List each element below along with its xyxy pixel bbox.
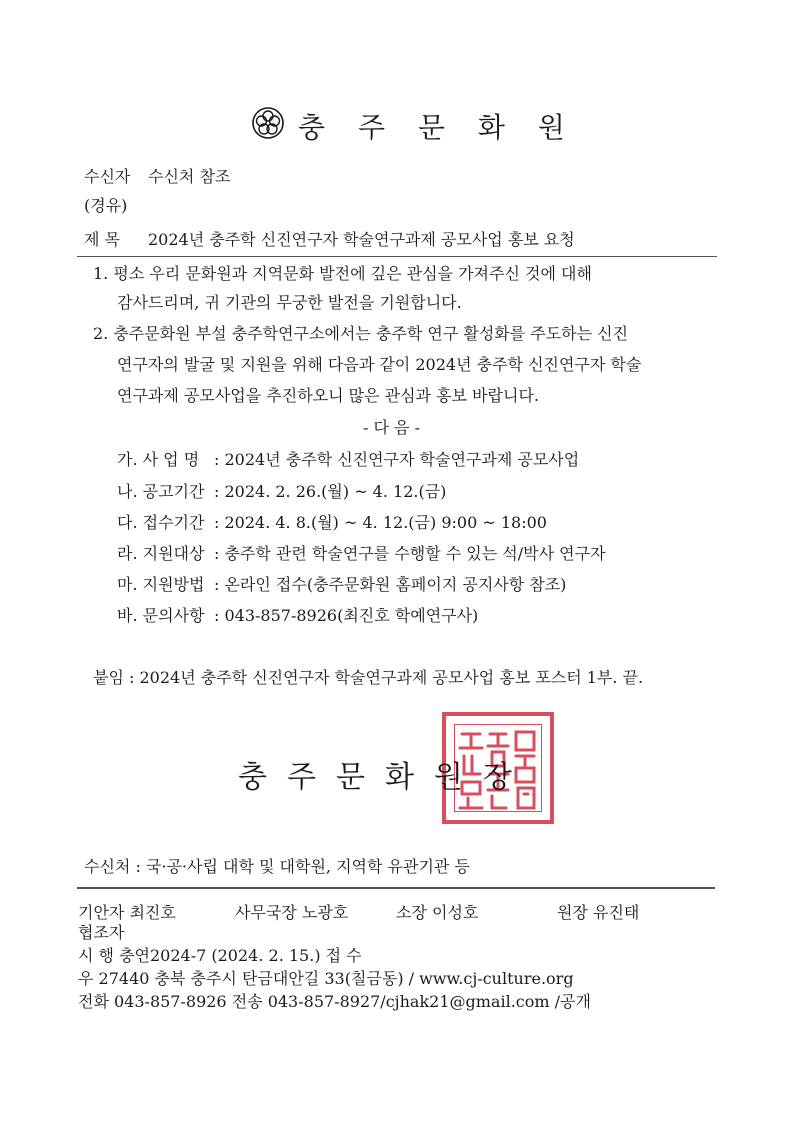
enforcement-line: 시 행 충연2024-7 (2024. 2. 15.) 접 수 <box>78 946 362 965</box>
detail-label: 가. 사 업 명 <box>117 450 200 469</box>
cooperator: 협조자 <box>78 923 125 942</box>
paragraph-2-line-2: 연구자의 발굴 및 지원을 위해 다음과 같이 2024년 충주학 신진연구자 학술 <box>117 355 642 374</box>
contact-line: 전화 043-857-8926 전송 043-857-8927/cjhak21@gmail.com /공개 <box>78 992 591 1011</box>
institute-director: 소장 이성호 <box>396 903 479 922</box>
recipient-value: 수신처 참조 <box>148 167 231 186</box>
emblem-logo <box>251 106 285 140</box>
detail-value: : 2024년 충주학 신진연구자 학술연구과제 공모사업 <box>214 450 580 469</box>
detail-value: : 충주학 관련 학술연구를 수행할 수 있는 석/박사 연구자 <box>214 544 606 563</box>
paragraph-2-line-3: 연구과제 공모사업을 추진하오니 많은 관심과 홍보 바랍니다. <box>117 386 540 405</box>
drafter: 기안자 최진호 <box>78 903 176 922</box>
detail-label: 다. 접수기간 <box>117 513 205 532</box>
president: 원장 유진태 <box>557 903 640 922</box>
attachment-line: 붙임 : 2024년 충주학 신진연구자 학술연구과제 공모사업 홍보 포스터 1부. 끝. <box>93 668 644 687</box>
detail-value: : 온라인 접수(충주문화원 홈페이지 공지사항 참조) <box>214 575 567 594</box>
org-title: 충 주 문 화 원 <box>298 111 577 144</box>
signature-name: 충주문화원장 <box>238 760 532 795</box>
detail-value: : 043-857-8926(최진호 학예연구사) <box>214 606 479 625</box>
detail-label: 마. 지원방법 <box>117 575 205 594</box>
subject-label: 제 목 <box>84 230 120 249</box>
detail-value: : 2024. 2. 26.(월) ~ 4. 12.(금) <box>214 482 447 501</box>
recipients-list: 수신처 : 국·공·사립 대학 및 대학원, 지역학 유관기관 등 <box>84 857 470 876</box>
subject-divider <box>77 256 717 257</box>
detail-label: 라. 지원대상 <box>117 544 205 563</box>
footer-divider <box>77 887 715 889</box>
recipient-label: 수신자 <box>84 167 131 186</box>
paragraph-2-line-1: 2. 충주문화원 부설 충주학연구소에서는 충주학 연구 활성화를 주도하는 신진 <box>93 324 629 343</box>
via-text: (경유) <box>84 196 128 215</box>
detail-value: : 2024. 4. 8.(월) ~ 4. 12.(금) 9:00 ~ 18:00 <box>214 513 547 532</box>
subject-value: 2024년 충주학 신진연구자 학술연구과제 공모사업 홍보 요청 <box>148 230 575 249</box>
paragraph-1-line-1: 1. 평소 우리 문화원과 지역문화 발전에 깊은 관심을 가져주신 것에 대해 <box>93 264 592 283</box>
paragraph-1-line-2: 감사드리며, 귀 기관의 무궁한 발전을 기원합니다. <box>117 293 462 312</box>
secretary-general: 사무국장 노광호 <box>235 903 349 922</box>
following-heading: - 다 음 - <box>363 418 420 437</box>
detail-label: 바. 문의사항 <box>117 606 205 625</box>
detail-label: 나. 공고기간 <box>117 482 205 501</box>
address-line: 우 27440 충북 충주시 탄금대안길 33(칠금동) / www.cj-culture.org <box>78 969 574 988</box>
